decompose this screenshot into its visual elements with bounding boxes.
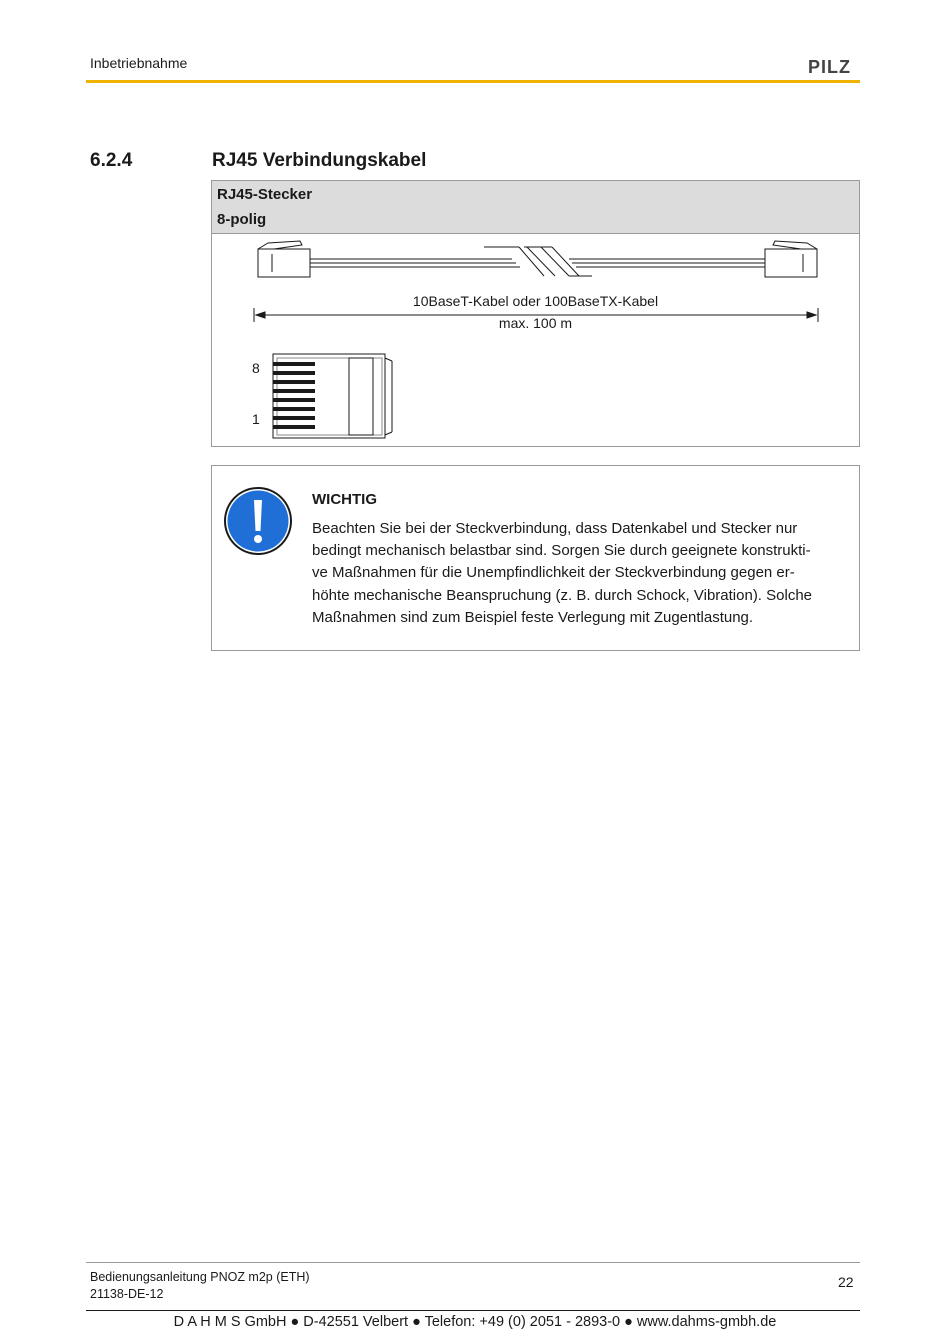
section-number: 6.2.4 xyxy=(90,150,133,171)
exclamation-icon xyxy=(223,486,293,561)
notice-line: ve Maßnahmen für die Unempfindlichkeit der Steckverbindung gegen er- xyxy=(312,564,795,582)
notice-line: bedingt mechanisch belastbar sind. Sorgen Sie durch geeignete konstrukti- xyxy=(312,542,811,560)
footer-doc-title: Bedienungsanleitung PNOZ m2p (ETH) xyxy=(90,1270,310,1284)
cable-length-label: max. 100 m xyxy=(498,315,573,331)
rj45-figure-header xyxy=(212,181,859,234)
dealer-rule xyxy=(86,1310,860,1311)
cable-left-icon xyxy=(310,247,519,267)
right-connector-icon xyxy=(765,241,817,277)
header-rule xyxy=(86,80,860,83)
pilz-logo xyxy=(808,58,860,81)
page-number: 22 xyxy=(838,1274,854,1290)
section-title: RJ45 Verbindungskabel xyxy=(212,150,427,171)
notice-box xyxy=(211,465,860,651)
left-connector-icon xyxy=(258,241,310,277)
cable-break-icon xyxy=(484,247,592,276)
svg-text:PILZ: PILZ xyxy=(808,58,851,76)
notice-line: Beachten Sie bei der Steckverbindung, dass Datenkabel und Stecker nur xyxy=(312,520,798,537)
notice-text xyxy=(312,518,812,629)
rj45-cable-diagram xyxy=(212,234,859,446)
pin-label-top: 8 xyxy=(252,360,260,376)
notice-line: höhte mechanische Beanspruchung (z. B. durch Schock, Vibration). Solche xyxy=(312,586,813,604)
notice-line: Maßnahmen sind zum Beispiel feste Verlegung mit Zugentlastung. xyxy=(312,608,754,626)
footer-rule xyxy=(86,1262,860,1263)
notice-title: WICHTIG xyxy=(312,491,377,508)
rj45-header-line2: 8-polig xyxy=(217,211,267,228)
dealer-line: D A H M S GmbH ● D-42551 Velbert ● Telefon: +49 (0) 2051 - 2893-0 ● www.dahms-gmbh.de xyxy=(173,1314,777,1330)
cable-right-icon xyxy=(569,259,765,267)
footer-doc-code: 21138-DE-12 xyxy=(90,1287,164,1301)
running-header: Inbetriebnahme xyxy=(90,55,188,71)
pin-label-bottom: 1 xyxy=(252,411,260,427)
rj45-figure-box xyxy=(211,180,860,447)
plug-pins-icon xyxy=(273,362,315,429)
cable-type-label: 10BaseT-Kabel oder 100BaseTX-Kabel xyxy=(412,293,659,309)
rj45-header-line1: RJ45-Stecker xyxy=(217,186,313,203)
